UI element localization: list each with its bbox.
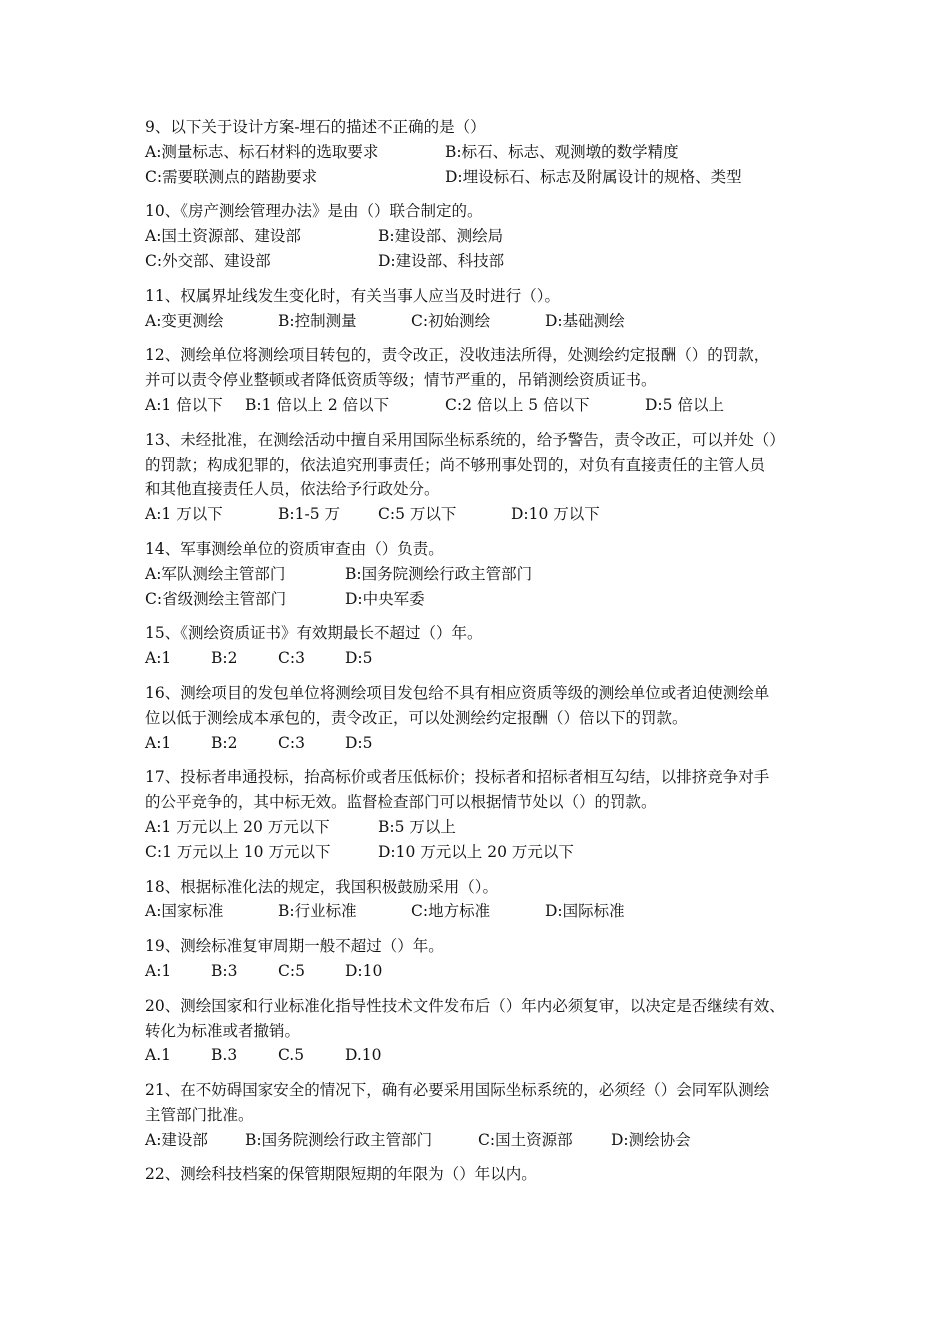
answer-option: A:测量标志、标石材料的选取要求 xyxy=(145,142,379,161)
answer-option: A:1 倍以下 xyxy=(145,395,223,414)
question xyxy=(145,343,810,417)
option-row xyxy=(145,1043,810,1068)
question-stem-line: 11、权属界址线发生变化时，有关当事人应当及时进行（）。 xyxy=(145,286,560,305)
question-stem-line: 的罚款；构成犯罪的，依法追究刑事责任；尚不够刑事处罚的，对负有直接责任的主管人员 xyxy=(145,455,766,474)
option-row xyxy=(145,165,810,190)
question xyxy=(145,115,810,189)
answer-option: B:2 xyxy=(211,649,238,668)
question xyxy=(145,994,810,1068)
question-stem-line: 转化为标准或者撤销。 xyxy=(145,1021,301,1040)
question xyxy=(145,765,810,864)
answer-option: C:需要联测点的踏勘要求 xyxy=(145,167,318,186)
option-row xyxy=(145,393,810,418)
answer-option: B:国务院测绘行政主管部门 xyxy=(345,564,533,583)
question xyxy=(145,875,810,925)
option-row xyxy=(145,562,810,587)
answer-option: C:3 xyxy=(278,649,305,668)
option-row xyxy=(145,646,810,671)
option-row xyxy=(145,840,810,865)
answer-option: B:1 倍以上 2 倍以下 xyxy=(245,395,390,414)
answer-option: C:5 万以下 xyxy=(378,505,457,524)
answer-option: D:10 xyxy=(345,961,383,980)
answer-option: D:测绘协会 xyxy=(611,1130,691,1149)
question xyxy=(145,1078,810,1152)
question-stem-line: 14、军事测绘单位的资质审查由（）负责。 xyxy=(145,539,444,558)
answer-option: A:1 xyxy=(145,733,172,752)
question-stem-line: 13、未经批准，在测绘活动中擅自采用国际坐标系统的，给予警告，责令改正，可以并处（） xyxy=(145,430,785,449)
answer-option: A:变更测绘 xyxy=(145,311,224,330)
question xyxy=(145,934,810,984)
option-row xyxy=(145,1128,810,1153)
question-stem-line: 20、测绘国家和行业标准化指导性技术文件发布后（）年内必须复审，以决定是否继续有效、 xyxy=(145,996,785,1015)
option-row xyxy=(145,309,810,334)
option-row xyxy=(145,899,810,924)
question-stem-line: 17、投标者串通投标，抬高标价或者压低标价；投标者和招标者相互勾结，以排挤竞争对手 xyxy=(145,768,770,787)
answer-option: C.5 xyxy=(278,1046,305,1065)
question-stem-line: 的公平竞争的，其中标无效。监督检查部门可以根据情节处以（）的罚款。 xyxy=(145,793,657,812)
option-row xyxy=(145,959,810,984)
question-stem-line: 9、以下关于设计方案-埋石的描述不正确的是（） xyxy=(145,118,486,136)
answer-option: A:军队测绘主管部门 xyxy=(145,564,286,583)
question-stem-line: 19、测绘标准复审周期一般不超过（）年。 xyxy=(145,937,444,956)
answer-option: D:基础测绘 xyxy=(545,311,625,330)
question xyxy=(145,681,810,755)
answer-option: D:5 xyxy=(345,649,373,668)
answer-option: C:初始测绘 xyxy=(411,311,491,330)
answer-option: C:国土资源部 xyxy=(478,1130,573,1149)
answer-option: D:埋设标石、标志及附属设计的规格、类型 xyxy=(445,167,742,186)
answer-option: D:5 倍以上 xyxy=(645,395,724,414)
answer-option: C:5 xyxy=(278,961,305,980)
question-stem-line: 16、测绘项目的发包单位将测绘项目发包给不具有相应资质等级的测绘单位或者迫使测绘单 xyxy=(145,683,770,702)
question xyxy=(145,537,810,611)
answer-option: B:行业标准 xyxy=(278,902,357,921)
answer-option: A:国土资源部、建设部 xyxy=(145,227,301,246)
option-row xyxy=(145,731,810,756)
question xyxy=(145,428,810,527)
question xyxy=(145,199,810,273)
question-stem-line: 12、测绘单位将测绘项目转包的，责令改正，没收违法所得，处测绘约定报酬（）的罚款， xyxy=(145,346,770,365)
answer-option: C:地方标准 xyxy=(411,902,491,921)
answer-option: C:3 xyxy=(278,733,305,752)
question xyxy=(145,284,810,334)
answer-option: C:外交部、建设部 xyxy=(145,251,271,270)
option-row xyxy=(145,815,810,840)
answer-option: D.10 xyxy=(345,1046,382,1065)
answer-option: D:10 万以下 xyxy=(511,505,600,524)
answer-option: B:5 万以上 xyxy=(378,817,456,836)
option-row xyxy=(145,249,810,274)
answer-option: C:2 倍以上 5 倍以下 xyxy=(445,395,590,414)
question-stem-line: 18、根据标准化法的规定，我国积极鼓励采用（）。 xyxy=(145,877,498,896)
answer-option: B:3 xyxy=(211,961,238,980)
answer-option: A:1 万以下 xyxy=(145,505,223,524)
exam-page xyxy=(145,115,810,1197)
answer-option: B:国务院测绘行政主管部门 xyxy=(245,1130,433,1149)
answer-option: B:控制测量 xyxy=(278,311,357,330)
answer-option: D:中央军委 xyxy=(345,589,425,608)
option-row xyxy=(145,224,810,249)
option-row xyxy=(145,502,810,527)
question-stem-line: 10、《房产测绘管理办法》是由（）联合制定的。 xyxy=(145,202,483,221)
answer-option: C:1 万元以上 10 万元以下 xyxy=(145,842,331,861)
answer-option: A.1 xyxy=(145,1046,171,1065)
answer-option: D:5 xyxy=(345,733,373,752)
answer-option: A:1 xyxy=(145,961,172,980)
answer-option: B:2 xyxy=(211,733,238,752)
question-stem-line: 15、《测绘资质证书》有效期最长不超过（）年。 xyxy=(145,624,483,643)
answer-option: A:建设部 xyxy=(145,1130,208,1149)
answer-option: B:1-5 万 xyxy=(278,505,341,524)
answer-option: A:国家标准 xyxy=(145,902,224,921)
answer-option: B:标石、标志、观测墩的数学精度 xyxy=(445,142,679,161)
answer-option: D:国际标准 xyxy=(545,902,625,921)
question-stem-line: 位以低于测绘成本承包的，责令改正，可以处测绘约定报酬（）倍以下的罚款。 xyxy=(145,708,688,727)
question-stem-line: 和其他直接责任人员，依法给予行政处分。 xyxy=(145,480,440,499)
answer-option: B:建设部、测绘局 xyxy=(378,227,504,246)
question-stem-line: 并可以责令停业整顿或者降低资质等级；情节严重的，吊销测绘资质证书。 xyxy=(145,371,657,390)
answer-option: A:1 xyxy=(145,649,172,668)
question xyxy=(145,621,810,671)
option-row xyxy=(145,587,810,612)
answer-option: D:10 万元以上 20 万元以下 xyxy=(378,842,574,861)
question-stem-line: 21、在不妨碍国家安全的情况下，确有必要采用国际坐标系统的，必须经（）会同军队测绘 xyxy=(145,1081,770,1100)
option-row xyxy=(145,140,810,165)
question xyxy=(145,1162,810,1187)
answer-option: C:省级测绘主管部门 xyxy=(145,589,287,608)
answer-option: B.3 xyxy=(211,1046,238,1065)
question-stem-line: 22、测绘科技档案的保管期限短期的年限为（）年以内。 xyxy=(145,1165,537,1184)
answer-option: D:建设部、科技部 xyxy=(378,251,505,270)
question-stem-line: 主管部门批准。 xyxy=(145,1105,254,1124)
answer-option: A:1 万元以上 20 万元以下 xyxy=(145,817,330,836)
